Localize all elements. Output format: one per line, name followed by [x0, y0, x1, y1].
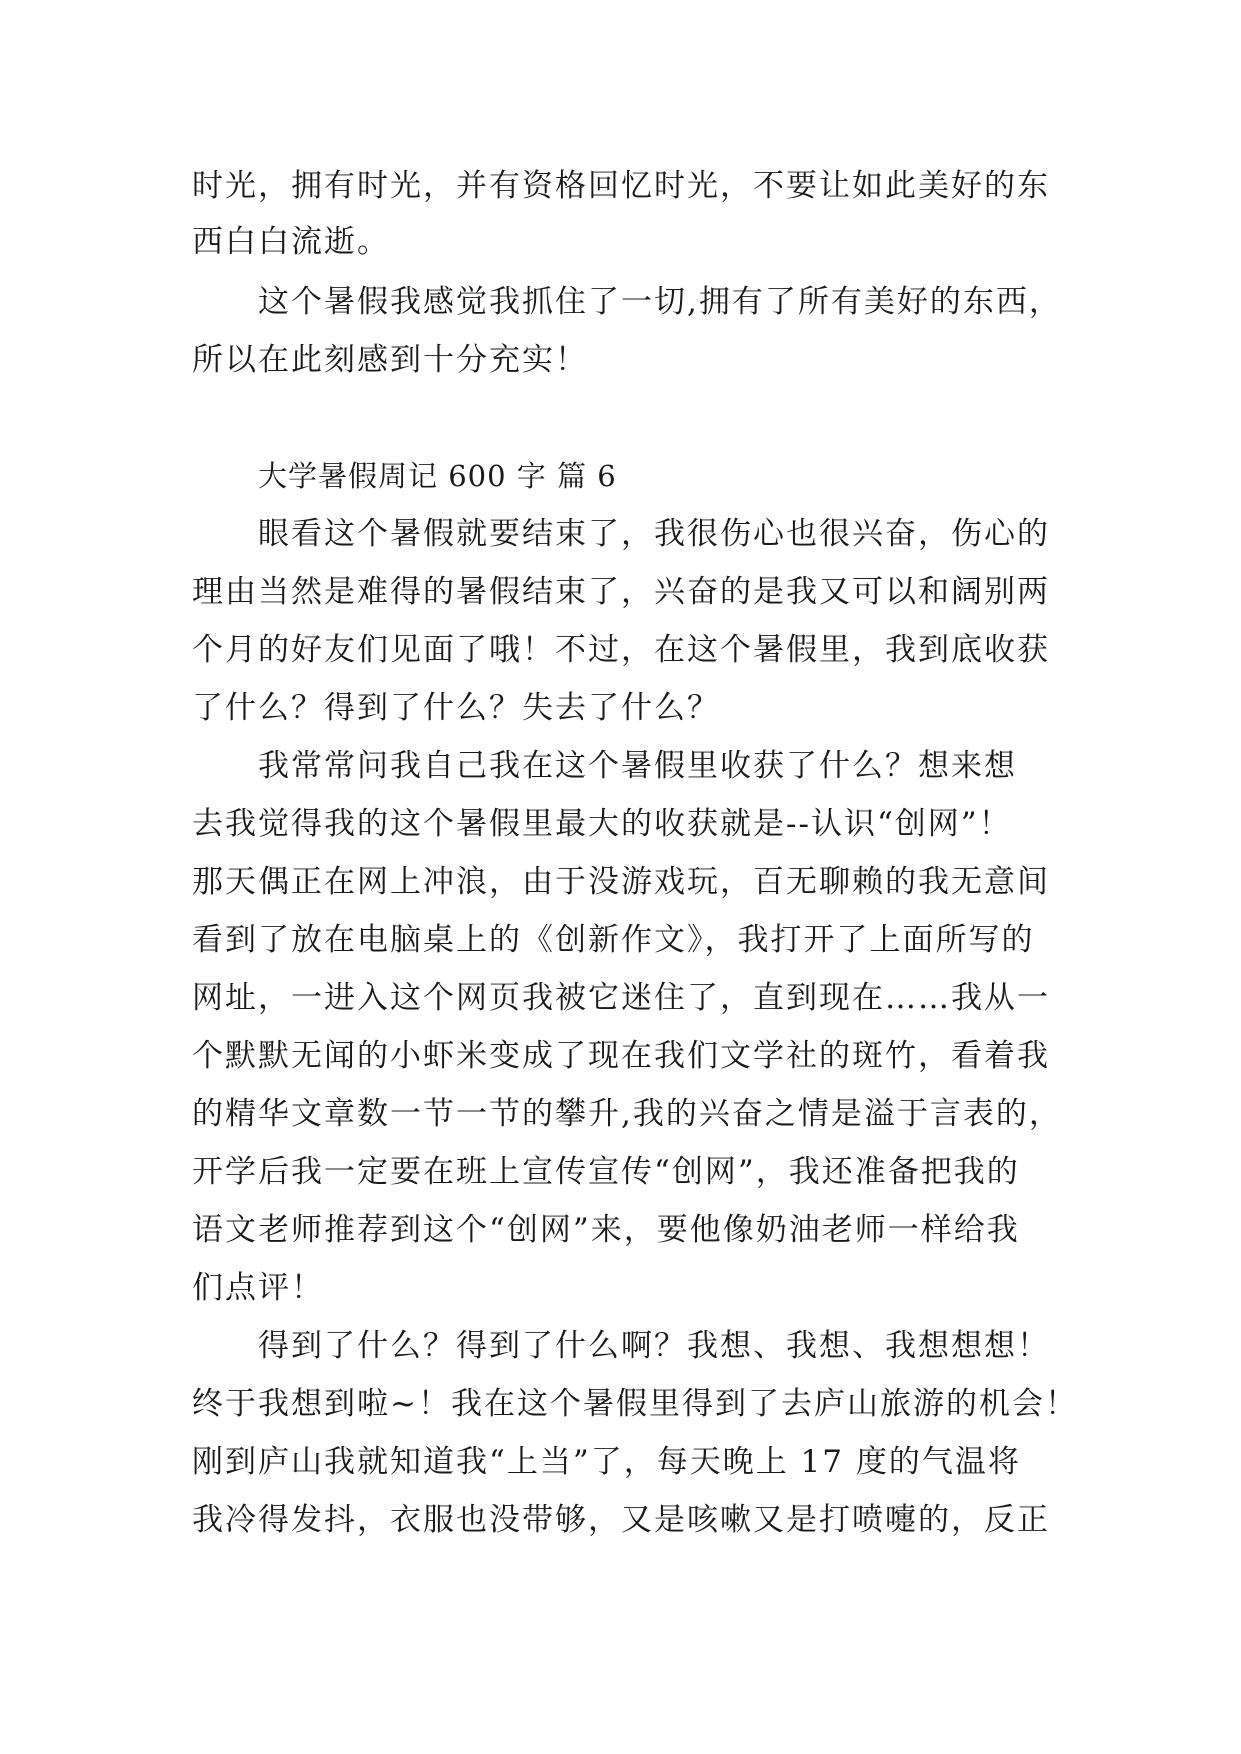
text-line: 那天偶正在网上冲浪，由于没游戏玩，百无聊赖的我无意间 [192, 864, 1050, 900]
text-line: 西白白流逝。 [192, 224, 390, 260]
text-line: 去我觉得我的这个暑假里最大的收获就是--认识“创网”！ [192, 806, 1012, 842]
text-line: 语文老师推荐到这个“创网”来，要他像奶油老师一样给我 [192, 1212, 1020, 1248]
text-line: 们点评！ [192, 1270, 324, 1306]
text-line: 得到了什么？得到了什么啊？我想、我想、我想想想！ [258, 1328, 1050, 1364]
section-heading: 大学暑假周记 600 字 篇 6 [258, 459, 617, 493]
text-line: 我冷得发抖，衣服也没带够，又是咳嗽又是打喷嚏的，反正 [192, 1502, 1050, 1538]
text-line: 刚到庐山我就知道我“上当”了，每天晚上 17 度的气温将 [192, 1444, 1021, 1480]
text-line: 看到了放在电脑桌上的《创新作文》，我打开了上面所写的 [192, 922, 1035, 958]
text-line: 所以在此刻感到十分充实！ [192, 342, 588, 378]
text-line: 理由当然是难得的暑假结束了，兴奋的是我又可以和阔别两 [192, 574, 1050, 610]
text-line: 时光，拥有时光，并有资格回忆时光，不要让如此美好的东 [192, 168, 1050, 204]
text-line: 眼看这个暑假就要结束了，我很伤心也很兴奋，伤心的 [258, 516, 1050, 552]
text-line: 开学后我一定要在班上宣传宣传“创网”，我还准备把我的 [192, 1154, 1020, 1190]
text-line: 了什么？得到了什么？失去了什么？ [192, 690, 720, 726]
text-line: 这个暑假我感觉我抓住了一切,拥有了所有美好的东西， [258, 284, 1062, 320]
text-line: 个默默无闻的小虾米变成了现在我们文学社的斑竹，看着我 [192, 1038, 1050, 1074]
text-line: 的精华文章数一节一节的攀升,我的兴奋之情是溢于言表的， [192, 1096, 1062, 1132]
text-line: 网址，一进入这个网页我被它迷住了，直到现在……我从一 [192, 980, 1050, 1016]
text-line: 我常常问我自己我在这个暑假里收获了什么？想来想 [258, 748, 1017, 784]
text-line: 终于我想到啦~！我在这个暑假里得到了去庐山旅游的机会！ [192, 1386, 1078, 1422]
text-line: 个月的好友们见面了哦！不过，在这个暑假里，我到底收获 [192, 632, 1050, 668]
